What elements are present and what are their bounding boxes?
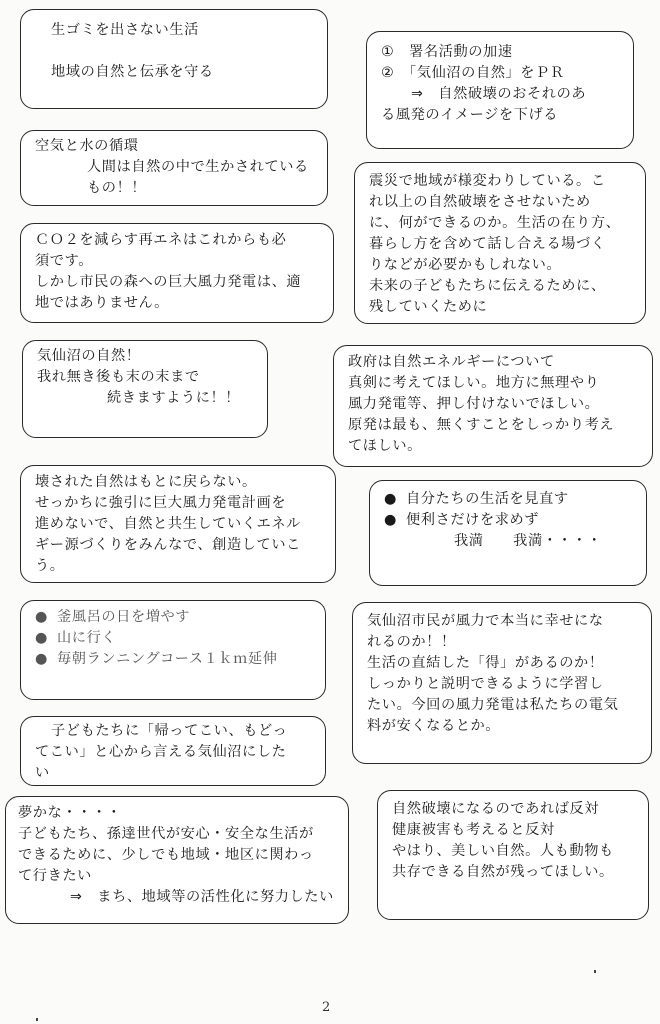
comment-line: 震災で地域が様変わりしている。こ (369, 173, 606, 189)
comment-line: ＣＯ２を減らす再エネはこれからも必 (35, 232, 287, 248)
bullet-row (35, 628, 313, 649)
bullet-row (384, 489, 634, 510)
bullet-icon: ● (35, 651, 48, 667)
comment-box-1 (20, 9, 328, 109)
comment-box-6 (22, 340, 268, 438)
comment-line: 健康被害も考えると反対 (392, 822, 555, 838)
comment-line: 進めないで、自然と共生していくエネル (35, 516, 301, 532)
comment-line: 原発は最も、無くすことをしっかり考え (348, 417, 615, 433)
comment-box-12 (20, 716, 326, 786)
comment-line: 気仙沼市民が風力で本当に幸せにな (367, 613, 604, 629)
bullet-text: 釜風呂の日を増やす (57, 609, 191, 625)
comment-line: 子どもたち、孫達世代が安心・安全な生活が (18, 826, 314, 842)
comment-line: 生ゴミを出さない生活 (51, 22, 199, 38)
comment-line: る風発のイメージを下げる (381, 107, 559, 123)
bullet-row (35, 649, 313, 670)
comment-line: ② 「気仙沼の自然」をＰＲ (381, 65, 565, 81)
comment-line: 気仙沼の自然！ (37, 348, 141, 364)
comment-box-9 (369, 480, 647, 586)
comment-line: てほしい。 (348, 438, 422, 454)
comment-line: 続きますように！！ (107, 390, 241, 406)
comment-box-11 (352, 602, 652, 764)
comment-line: 生活の直結した「得」があるのか！ (367, 655, 604, 671)
comment-line: 残していくために (369, 299, 488, 315)
comment-box-13 (5, 796, 349, 924)
bullet-text: 山に行く (57, 630, 117, 646)
bullet-icon: ● (35, 609, 48, 625)
comment-box-4 (354, 162, 646, 324)
comment-line: 我れ無き後も末の末まで (37, 369, 200, 385)
comment-line: に、何ができるのか。生活の在り方、 (369, 215, 621, 231)
comment-line: 未来の子どもたちに伝えるために、 (369, 278, 606, 294)
comment-line: ① 署名活動の加速 (381, 44, 513, 60)
comment-line: りなどが必要かもしれない。 (369, 257, 562, 273)
comment-line: う。 (35, 558, 65, 574)
bullet-text: 自分たちの生活を見直す (406, 491, 569, 507)
comment-line: 地域の自然と伝承を守る (51, 64, 214, 80)
comment-line: ⇒ まち、地域等の活性化に努力したい (70, 889, 334, 905)
comment-line: しかし市民の森への巨大風力発電は、適 (35, 274, 302, 290)
comment-line: れ以上の自然破壊をさせないため (369, 194, 591, 210)
comment-line: 料が安くなるとか。 (367, 718, 501, 734)
comment-line: やはり、美しい自然。人も動物も (392, 843, 614, 859)
comment-line: 我満 我満・・・・ (454, 533, 602, 549)
comment-line: 政府は自然エネルギーについて (348, 354, 555, 370)
page-number: 2 (322, 1000, 331, 1015)
comment-line: できるために、少しでも地域・地区に関わっ (18, 847, 314, 863)
comment-line: ⇒ 自然破壊のおそれのあ (411, 86, 587, 102)
bullet-icon: ● (384, 491, 397, 507)
bullet-row (384, 510, 634, 531)
comment-line: 共存できる自然が残ってほしい。 (392, 864, 614, 880)
bullet-text: 便利さだけを求めず (406, 512, 540, 528)
comment-line: 風力発電等、押し付けないでほしい。 (348, 396, 600, 412)
comment-line: い (35, 765, 50, 781)
bullet-icon: ● (384, 512, 397, 528)
comment-line: 須です。 (35, 253, 94, 269)
comment-line: たい。今回の風力発電は私たちの電気 (367, 697, 619, 713)
comment-line: 自然破壊になるのであれば反対 (392, 801, 600, 817)
comment-box-8 (20, 465, 336, 583)
comment-line: 夢かな・・・・ (18, 805, 122, 821)
comment-line: 真剣に考えてほしい。地方に無理やり (348, 375, 600, 391)
scan-speck (594, 970, 596, 973)
comment-line: て行きたい (18, 868, 92, 884)
comment-box-7 (333, 345, 653, 467)
comment-line: 人間は自然の中で生かされている (87, 159, 309, 175)
comment-line: てこい」と心から言える気仙沼にした (35, 744, 287, 760)
comment-line: 子どもたちに「帰ってこい、もどっ (51, 723, 288, 739)
scan-speck (36, 1018, 38, 1021)
comment-box-2 (366, 31, 634, 149)
comment-box-3 (20, 130, 328, 206)
bullet-row (35, 607, 313, 628)
bullet-icon: ● (35, 630, 48, 646)
comment-box-10 (20, 600, 326, 700)
comment-line: もの！！ (87, 180, 147, 196)
comment-line: 暮らし方を含めて話し合える場づく (369, 236, 606, 252)
comment-line: せっかちに強引に巨大風力発電計画を (35, 495, 287, 511)
comment-line: しっかりと説明できるように学習し (367, 676, 604, 692)
comment-line: 空気と水の循環 (35, 138, 139, 154)
comment-line: 地ではありません。 (35, 295, 169, 311)
bullet-text: 毎朝ランニングコース１ｋｍ延伸 (57, 651, 278, 667)
comment-line: れるのか！！ (367, 634, 456, 650)
comment-line: 壊された自然はもとに戻らない。 (35, 474, 257, 490)
comment-box-14 (377, 790, 649, 920)
comment-line: ギー源づくりをみんなで、創造していこ (35, 537, 301, 553)
comment-box-5 (20, 223, 334, 323)
